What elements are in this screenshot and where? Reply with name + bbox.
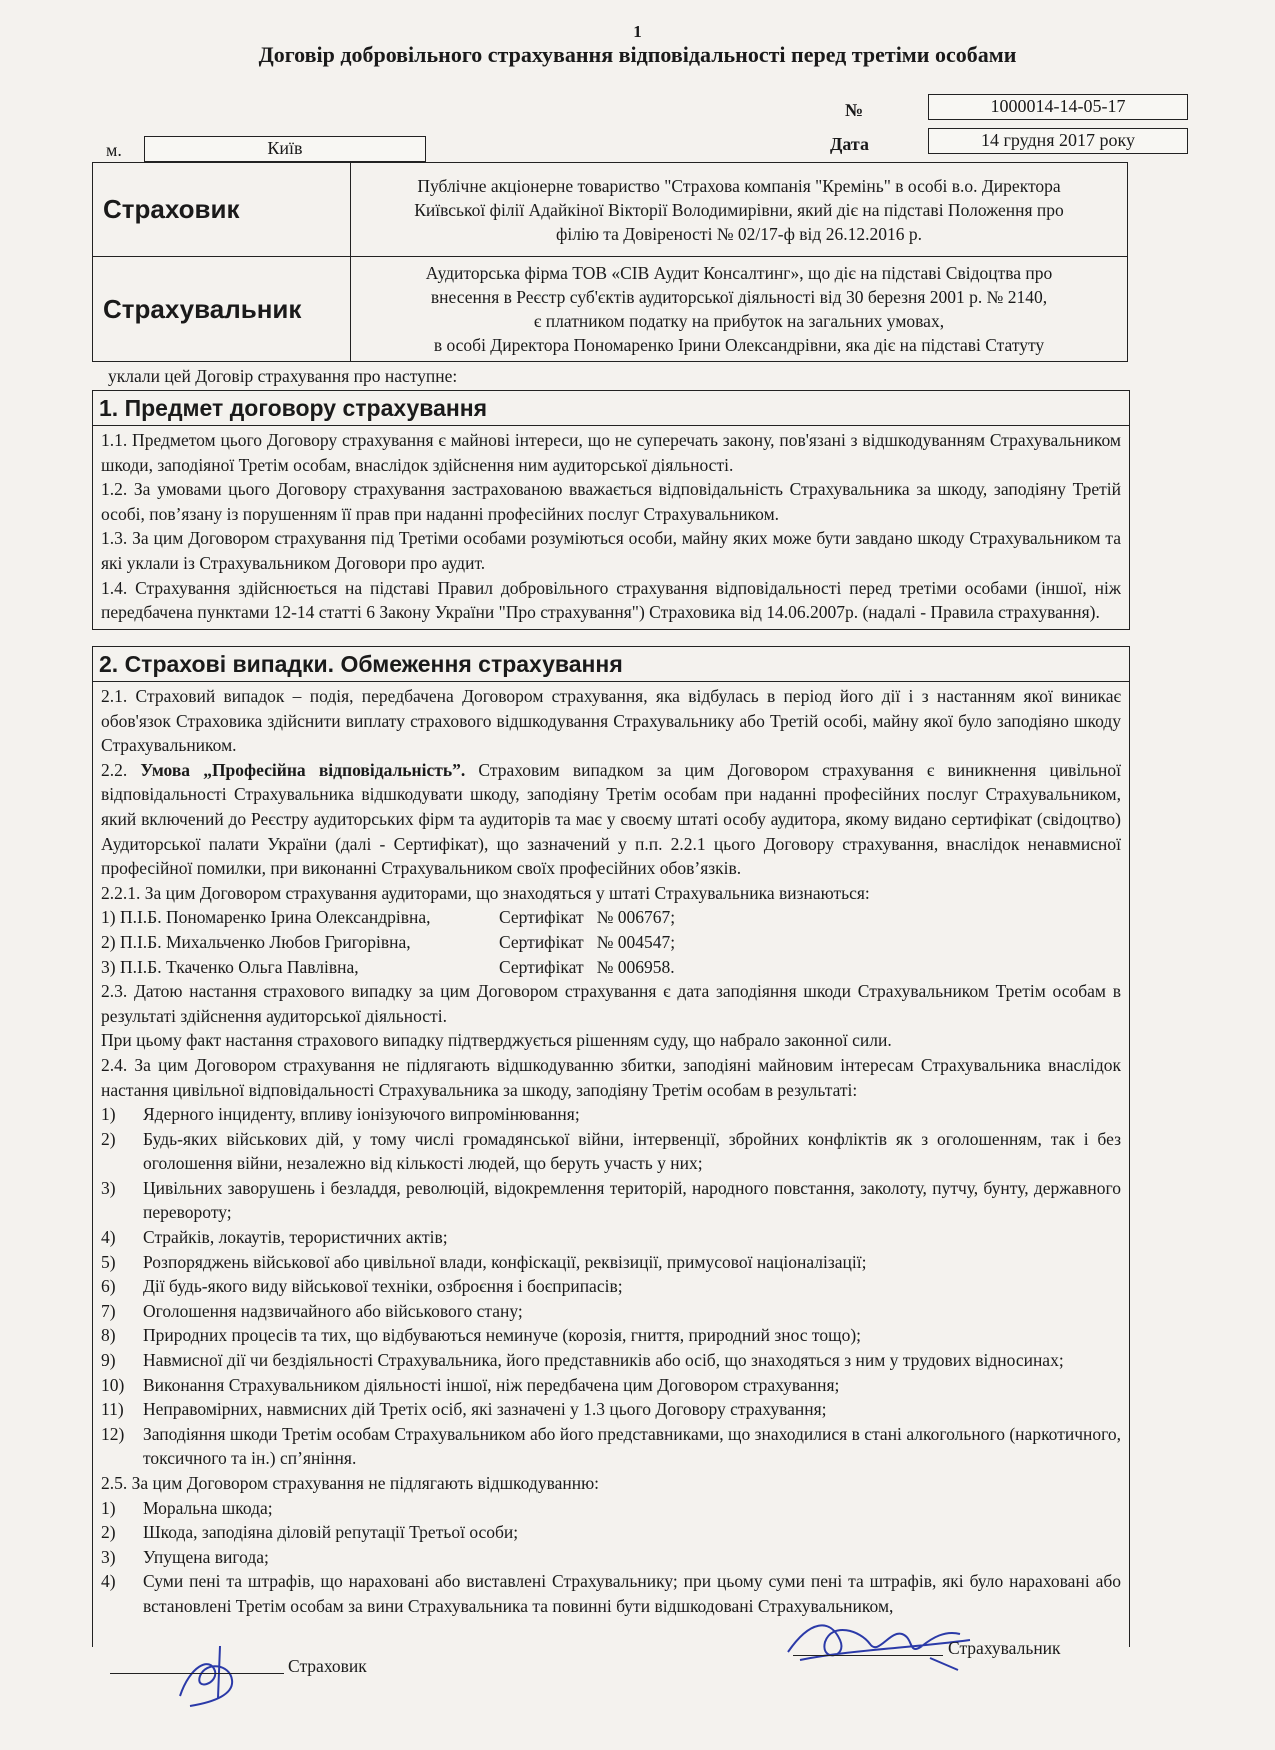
paragraph-2-2-1: 2.2.1. За цим Договором страхування аудиторами, що знаходяться у штаті Страхувальника визнаються:	[101, 882, 870, 903]
paragraph-1-1: 1.1. Предметом цього Договору страхування є майнові інтереси, що не суперечать закону, пов'язані з відшкодуванням Страхувальником шкоди, заподіяної Третім особам, внаслідок здійснення ним аудиторської діяльності.	[101, 430, 1121, 475]
insured-line: внесення в Реєстр суб'єктів аудиторської діяльності від 30 березня 2001 р. № 2140,	[430, 287, 1048, 307]
insurer-label: Страховик	[288, 1656, 367, 1676]
insurer-row	[93, 163, 1128, 257]
insured-signature-line	[793, 1654, 943, 1656]
item-number: 11)	[101, 1399, 124, 1420]
contract-number-field: 1000014-14-05-17	[928, 94, 1188, 120]
insured-line: є платником податку на прибуток на загальних умовах,	[533, 311, 945, 331]
non-compensable-item	[101, 1545, 1121, 1570]
condition-title: Умова „Професійна відповідальність”.	[140, 759, 466, 780]
exclusion-item	[101, 1127, 1121, 1176]
item-text: Оголошення надзвичайного або військового стану;	[143, 1300, 523, 1321]
section-2-body	[93, 682, 1129, 1623]
exclusion-item	[101, 1225, 1121, 1250]
date-field: 14 грудня 2017 року	[928, 128, 1188, 154]
exclusion-item	[101, 1274, 1121, 1299]
auditor-name: 1) П.І.Б. Пономаренко Ірина Олександрівна,	[101, 907, 431, 928]
insurer-description	[351, 163, 1128, 257]
insurer-role: Страховик	[93, 163, 351, 257]
item-number: 2)	[101, 1128, 116, 1149]
paragraph-2-1: 2.1. Страховий випадок – подія, передбачена Договором страхування, яка відбулась в період його дії і з настанням якої виникає обов'язок Страховика здійснити виплату страхового відшкодування Страхувальнику або Третій особі, майну якої було заподіяно шкоду Страхувальником.	[101, 686, 1121, 756]
exclusion-item	[101, 1323, 1121, 1348]
exclusion-item	[101, 1397, 1121, 1422]
item-text: Розпоряджень військової або цивільної влади, конфіскації, реквізиції, примусової націоналізації;	[143, 1251, 867, 1272]
city-field: Київ	[144, 136, 426, 162]
auditor-name: 2) П.І.Б. Михальченко Любов Григорівна,	[101, 931, 411, 952]
auditor-row	[101, 905, 1121, 930]
section-2	[92, 646, 1130, 1647]
insured-label: Страхувальник	[948, 1638, 1061, 1658]
item-number: 9)	[101, 1350, 116, 1371]
parties-table	[92, 162, 1128, 362]
item-number: 7)	[101, 1300, 116, 1321]
insurer-line: Публічне акціонерне товариство "Страхова компанія "Кремінь" в особі в.о. Директора	[417, 175, 1061, 196]
item-number: 12)	[101, 1423, 125, 1444]
number-label: №	[845, 100, 864, 120]
auditor-name: 3) П.І.Б. Ткаченко Ольга Павлівна,	[101, 956, 359, 977]
insurer-line: Київської філії Адайкіної Вікторії Володимирівни, який діє на підставі Положення про	[414, 199, 1064, 220]
paragraph-2-5: 2.5. За цим Договором страхування не підлягають відшкодуванню:	[101, 1473, 600, 1493]
item-text: Виконання Страхувальником діяльності іншої, ніж передбачена цим Договором страхування;	[143, 1374, 840, 1395]
page-number: 1	[633, 22, 642, 41]
paragraph-1-3: 1.3. За цим Договором страхування під Третіми особами розуміються особи, майну яких може бути завдано шкоду Страхувальником та які уклали із Страхувальником Договори про аудит.	[101, 528, 1121, 573]
item-text: Моральна шкода;	[143, 1497, 273, 1518]
section-1-body	[93, 426, 1129, 629]
insured-row	[93, 257, 1128, 362]
certificate-number: № 004547;	[596, 931, 676, 952]
item-number: 1)	[101, 1104, 116, 1125]
insured-line: Аудиторська фірма ТОВ «СІВ Аудит Консалтинг», що діє на підставі Свідоцтва про	[425, 263, 1053, 283]
item-text: Неправомірних, навмисних дій Третіх осіб, які зазначені у 1.3 цього Договору страхування;	[143, 1399, 827, 1420]
item-number: 4)	[101, 1227, 116, 1248]
auditor-row	[101, 955, 1121, 980]
exclusion-item	[101, 1299, 1121, 1324]
item-text: Цивільних заворушень і безладдя, революцій, відокремлення територій, народного повстання, заколоту, путчу, бунту, державного перевороту;	[143, 1177, 1121, 1223]
paragraph-2-3: 2.3. Датою настання страхового випадку за цим Договором страхування є дата заподіяння шкоди Страхувальником Третім особам в результаті здійснення аудиторської діяльності.	[101, 981, 1121, 1026]
insurer-signature-line	[110, 1672, 284, 1674]
paragraph-1-2: 1.2. За умовами цього Договору страхування застрахованою вважається відповідальність Страхувальника за шкоду, заподіяну Третій особі, пов’язану із порушенням її прав при наданні професійних послуг Страхувальником.	[101, 479, 1121, 524]
item-number: 8)	[101, 1325, 116, 1346]
item-number: 5)	[101, 1251, 116, 1272]
item-text: Дії будь-якого виду військової техніки, озброєння і боєприпасів;	[143, 1276, 623, 1297]
item-number: 1)	[101, 1497, 116, 1518]
item-text: Заподіяння шкоди Третім особам Страхувальником або його представниками, що знаходилися в стані алкогольного (наркотичного, токсичного та ін.) сп’яніння.	[143, 1423, 1121, 1469]
item-text: Шкода, заподіяна діловій репутації Третьої особи;	[143, 1522, 519, 1543]
item-text: Упущена вигода;	[143, 1546, 269, 1567]
paragraph-2-3-note: При цьому факт настання страхового випадку підтверджується рішенням суду, що набрало законної сили.	[101, 1030, 892, 1051]
intro-text: уклали цей Договір страхування про наступне:	[108, 366, 458, 386]
paragraph-2-4: 2.4. За цим Договором страхування не підлягають відшкодуванню збитки, заподіяні майновим інтересам Страхувальника внаслідок настання цивільної відповідальності Страхувальника за шкоду, заподіяну Третім особам в результаті:	[101, 1054, 1121, 1100]
exclusion-item	[101, 1422, 1121, 1471]
item-number: 3)	[101, 1546, 116, 1567]
section-1	[92, 390, 1130, 630]
exclusion-item	[101, 1250, 1121, 1275]
item-number: 2)	[101, 1522, 116, 1543]
certificate-label: Сертифікат	[499, 907, 584, 928]
item-text: Страйків, локаутів, терористичних актів;	[143, 1227, 448, 1248]
paragraph-1-4: 1.4. Страхування здійснюється на підставі Правил добровільного страхування відповідальності перед третіми особами (іншої, ніж передбачена пунктами 12-14 статті 6 Закону України "Про страхування") Страховика від 14.06.2007р. (надалі - Правила страхування).	[101, 577, 1121, 623]
insurer-line: філію та Довіреності № 02/17-ф від 26.12.2016 р.	[556, 223, 922, 244]
item-text: Природних процесів та тих, що відбуваються неминуче (корозія, гниття, природний знос тощо);	[143, 1325, 862, 1346]
document-title: Договір добровільного страхування відповідальності перед третіми особами	[258, 42, 1017, 67]
item-number: 10)	[101, 1374, 125, 1395]
exclusion-item	[101, 1348, 1121, 1373]
item-number: 3)	[101, 1177, 116, 1198]
paragraph-2-2-rest: Страховим випадком за цим Договором страхування є виникнення цивільної відповідальності Страхувальника відшкодувати шкоду, заподіяну Третім особам при наданні професійних послуг Страхувальником, який включений до Реєстру аудиторських фірм та аудиторів та має у своєму штаті особу аудитора, якому видано сертифікат (свідоцтво) Аудиторської палати України (далі - Сертифікат), що зазначений у п.п. 2.2.1 цього Договору страхування, внаслідок ненавмисної професійної помилки, при виконанні Страхувальником своїх професійних обов’язків.	[101, 759, 1122, 879]
paragraph-2-2-lead: 2.2.	[101, 759, 141, 780]
insured-role: Страхувальник	[93, 257, 351, 362]
insured-line: в особі Директора Пономаренко Ірини Олександрівни, яка діє на підставі Статуту	[433, 335, 1045, 355]
exclusion-item	[101, 1176, 1121, 1225]
exclusion-item	[101, 1373, 1121, 1398]
item-number: 6)	[101, 1276, 116, 1297]
item-text: Будь-яких військових дій, у тому числі громадянської війни, інтервенції, збройних конфліктів як з оголошенням, так і без оголошення війни, незалежно від кількості людей, що беруть участь у них;	[143, 1128, 1121, 1174]
certificate-number: № 006958.	[596, 956, 675, 977]
non-compensable-item	[101, 1496, 1121, 1521]
certificate-label: Сертифікат	[499, 956, 584, 977]
auditor-row	[101, 930, 1121, 955]
section-2-heading: 2. Страхові випадки. Обмеження страхування	[93, 647, 1129, 682]
exclusion-item	[101, 1102, 1121, 1127]
certificate-number: № 006767;	[596, 907, 676, 928]
section-1-heading: 1. Предмет договору страхування	[93, 391, 1129, 426]
item-text: Навмисної дії чи бездіяльності Страхувальника, його представників або осіб, що знаходяться з ним у трудових відносинах;	[143, 1350, 1064, 1371]
certificate-label: Сертифікат	[499, 931, 584, 952]
date-label: Дата	[830, 134, 869, 154]
item-text: Суми пені та штрафів, що нараховані або виставлені Страхувальнику; при цьому суми пені та штрафів, які було нараховані або встановлені Третім особам за вини Страхувальника та повинні бути відшкодовані Страхувальником,	[143, 1571, 1121, 1616]
insured-description	[351, 257, 1128, 362]
non-compensable-item	[101, 1520, 1121, 1545]
paragraph-2-2	[101, 758, 1121, 881]
city-label: м.	[106, 140, 122, 160]
item-number: 4)	[101, 1571, 116, 1592]
item-text: Ядерного інциденту, впливу іонізуючого випромінювання;	[143, 1104, 580, 1125]
insurer-signature	[160, 1636, 270, 1716]
